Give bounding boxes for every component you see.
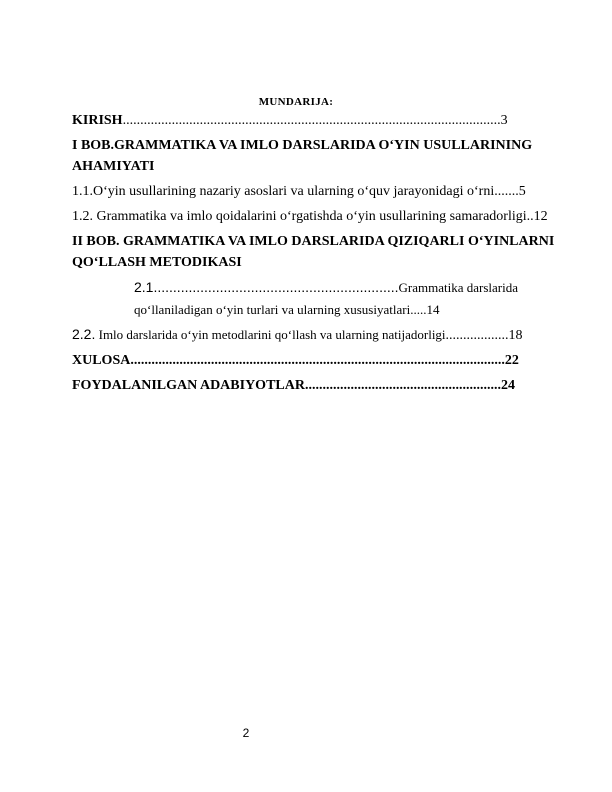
toc-entry-2-2[interactable]	[72, 324, 532, 346]
toc-page-number: 3	[500, 113, 508, 128]
section-title: Grammatika darslarida	[398, 280, 519, 295]
toc-leader: ...........................................................................................................	[130, 353, 505, 368]
table-of-contents	[72, 110, 555, 400]
section-title-continued: qo‘llaniladigan o‘yin turlari va ularning xususiyatlari	[134, 302, 411, 317]
toc-entry-kirish[interactable]	[72, 110, 532, 131]
page-number: 2	[242, 726, 250, 740]
toc-entry-adabiyotlar[interactable]	[72, 375, 532, 396]
toc-page-number: 5	[518, 184, 526, 199]
toc-entry-1-2[interactable]	[72, 206, 548, 227]
toc-page-number: 18	[508, 328, 523, 343]
toc-leader: ........................................................	[304, 378, 501, 393]
chapter-title-line-2: QO‘LLASH METODIKASI	[72, 255, 242, 270]
toc-entry-title: FOYDALANILGAN ADABIYOTLAR	[72, 378, 305, 393]
section-number: 2.1	[134, 279, 154, 295]
toc-entry-chapter-1[interactable]	[72, 135, 532, 177]
toc-entry-title: XULOSA	[72, 353, 131, 368]
toc-page-number: 12	[533, 209, 548, 224]
section-title: O‘yin usullarining nazariy asoslari va ularning o‘quv jarayonidagi o‘rni	[93, 184, 495, 199]
section-title: Imlo darslarida o‘yin metodlarini qo‘llash va ularning natijadorligi	[95, 327, 446, 342]
toc-entry-xulosa[interactable]	[72, 350, 532, 371]
toc-page-number: 22	[504, 353, 519, 368]
chapter-title-line-1: I BOB.GRAMMATIKA VA IMLO DARSLARIDA O‘YIN USULLARINING	[72, 138, 533, 153]
section-number: 1.1.	[72, 184, 93, 199]
toc-entry-2-1[interactable]	[72, 277, 532, 320]
toc-page-number: 24	[500, 378, 515, 393]
toc-leader: .....	[410, 302, 427, 317]
toc-leader: ..	[526, 209, 534, 224]
toc-entry-chapter-2[interactable]	[72, 231, 555, 273]
section-title: Grammatika va imlo qoidalarini o‘rgatishda o‘yin usullarining samaradorligi	[93, 209, 527, 224]
toc-leader: ...............................................................	[153, 279, 399, 295]
toc-entry-title: KIRISH	[72, 113, 123, 128]
toc-heading: MUNDARIJA:	[258, 96, 334, 108]
chapter-title-line-2: AHAMIYATI	[72, 159, 155, 174]
toc-leader: ............................................................................................................	[122, 113, 501, 128]
toc-entry-1-1[interactable]	[72, 181, 532, 202]
toc-leader: ..................	[445, 328, 509, 343]
toc-leader: .......	[494, 184, 519, 199]
section-number: 2.2.	[72, 326, 96, 342]
toc-page-number: 14	[426, 302, 440, 317]
chapter-title-line-1: II BOB. GRAMMATIKA VA IMLO DARSLARIDA QIZIQARLI O‘YINLARNI	[72, 234, 555, 249]
section-number: 1.2.	[72, 209, 93, 224]
